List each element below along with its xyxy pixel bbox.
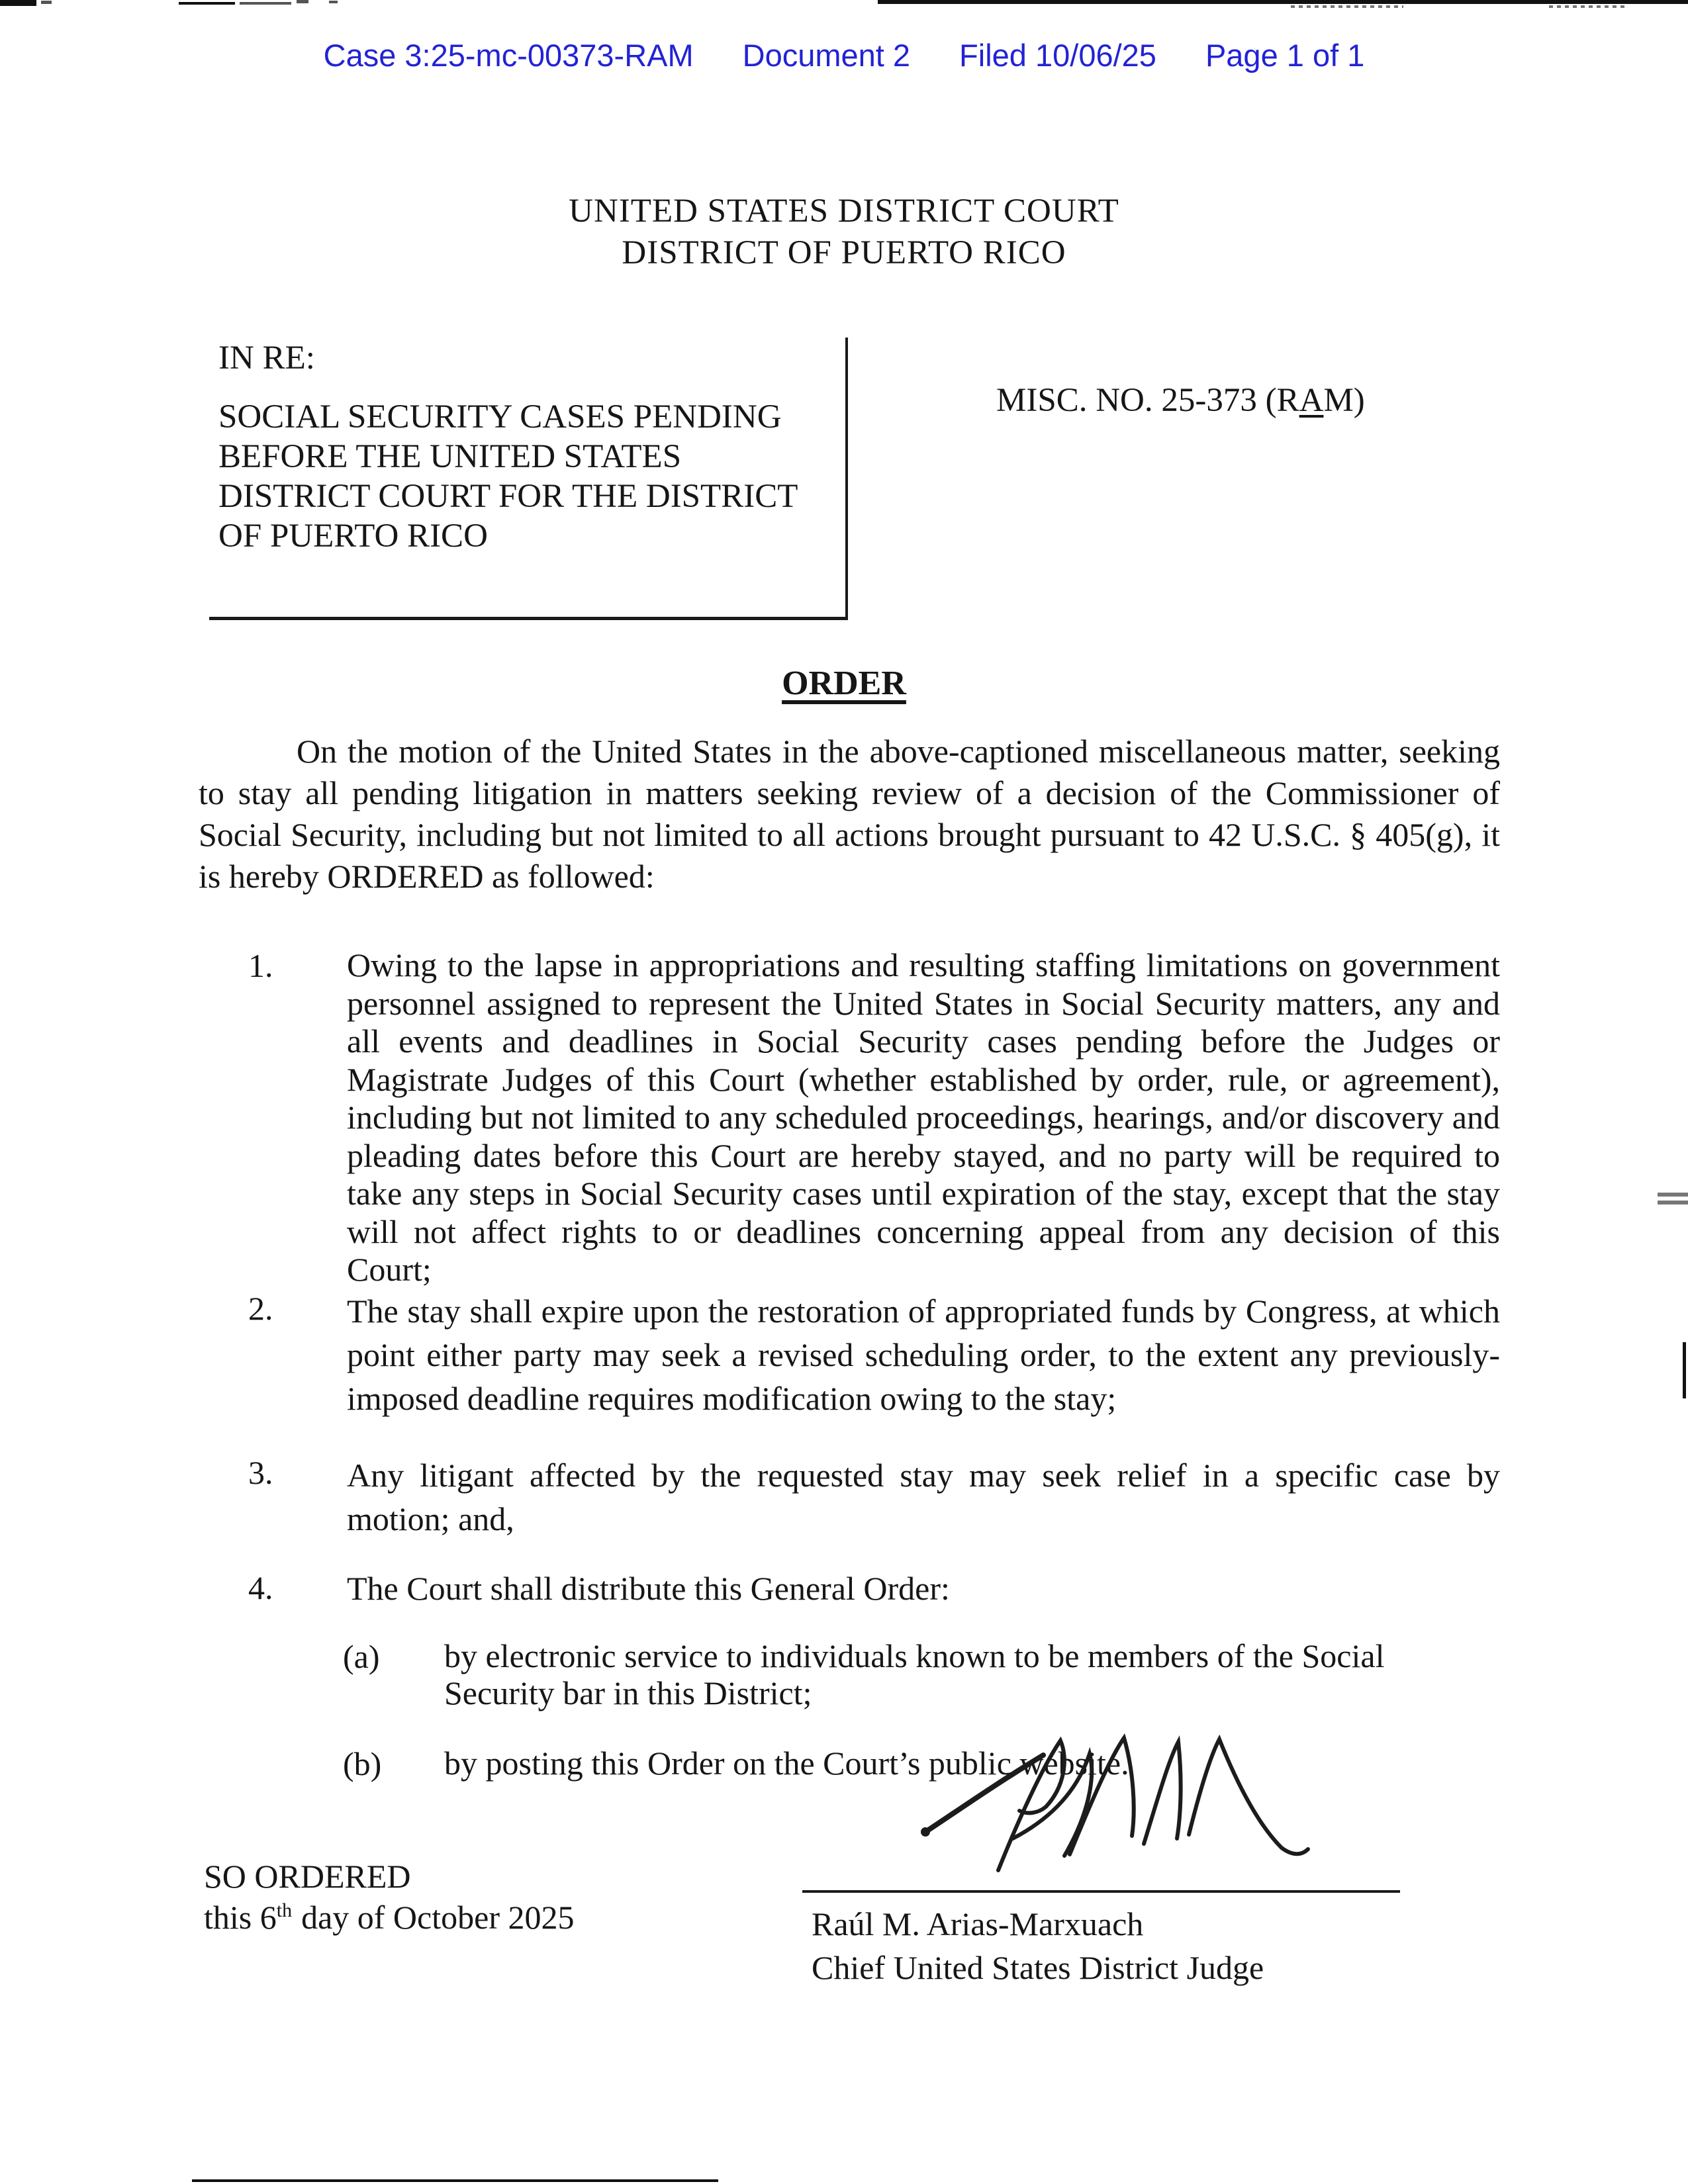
item-text: Owing to the lapse in appropriations and resulting staffing limitations on government personnel assigned to represent the United States in Social Security matters, any and all events and deadlines in Social Security cases pending before the Judges or Magistrate Judges of this Court (whether established by order, rule, or agreement), including but not limited to any scheduled proceedings, hearings, and/or discovery and pleading dates before this Court are hereby stayed, and no party will be required to take any steps in Social Security cases until expiration of the stay, except that the stay will not affect rights to or deadlines concerning appeal from any decision of this Court; xyxy=(347,946,1500,1288)
order-date-text: this 6 xyxy=(204,1899,277,1936)
misc-case-number xyxy=(996,381,1365,420)
item-number: 1. xyxy=(248,947,273,984)
order-item-2 xyxy=(248,1289,1500,1420)
ecf-page-number: Page 1 of 1 xyxy=(1205,38,1365,73)
case-caption-box xyxy=(209,338,848,620)
scan-artifact xyxy=(192,2179,718,2182)
scan-artifact xyxy=(240,2,291,5)
item-number: 2. xyxy=(248,1290,273,1327)
item-number: 3. xyxy=(248,1454,273,1491)
scan-artifact xyxy=(1658,1193,1688,1205)
item-text: The stay shall expire upon the restoration of appropriated funds by Congress, at which point either party may seek a revised scheduling order, to the extent any previously-imposed deadline requires modification owing to the stay; xyxy=(347,1293,1500,1417)
subitem-text: by posting this Order on the Court’s public website. xyxy=(444,1745,1129,1782)
order-date xyxy=(204,1898,574,1936)
caption-party xyxy=(218,397,798,556)
scan-artifact xyxy=(297,0,308,3)
subitem-letter: (b) xyxy=(343,1745,382,1782)
in-re-label: IN RE: xyxy=(218,340,315,377)
item-number: 4. xyxy=(248,1569,273,1606)
judge-signature xyxy=(914,1718,1311,1890)
court-district: DISTRICT OF PUERTO RICO xyxy=(622,234,1066,271)
court-name: UNITED STATES DISTRICT COURT xyxy=(569,193,1119,230)
ecf-document-number: Document 2 xyxy=(742,38,911,73)
scan-artifact xyxy=(0,0,36,6)
order-item-1 xyxy=(248,946,1500,1289)
order-item-4 xyxy=(248,1569,1500,1608)
subitem-letter: (a) xyxy=(343,1638,380,1675)
judge-name: Raúl M. Arias-Marxuach xyxy=(812,1905,1144,1942)
caption-party-line: BEFORE THE UNITED STATES xyxy=(218,438,682,475)
order-title xyxy=(0,664,1688,703)
order-title-text: ORDER xyxy=(782,664,906,702)
ecf-case-number: Case 3:25-mc-00373-RAM xyxy=(323,38,694,73)
scan-artifact xyxy=(1291,5,1403,8)
judge-title: Chief United States District Judge xyxy=(812,1949,1264,1986)
ecf-header-stamp xyxy=(0,37,1688,73)
order-date-text: day of October 2025 xyxy=(301,1899,575,1936)
subitem-text: by electronic service to individuals known to be members of the Social Security bar in this District; xyxy=(444,1637,1385,1711)
caption-party-line: OF PUERTO RICO xyxy=(218,518,488,555)
order-date-ordinal: th xyxy=(276,1899,293,1922)
item-text: The Court shall distribute this General Order: xyxy=(347,1570,950,1607)
so-ordered-label: SO ORDERED xyxy=(204,1858,411,1895)
ecf-filed-date: Filed 10/06/25 xyxy=(959,38,1156,73)
scan-artifact xyxy=(878,0,1688,4)
scan-artifact xyxy=(329,1,338,3)
scan-artifact xyxy=(1549,5,1628,8)
misc-number-text: MISC. NO. 25-373 (R xyxy=(996,382,1299,419)
misc-number-underlined: A xyxy=(1299,382,1324,419)
scan-artifact xyxy=(41,1,52,4)
caption-party-line: SOCIAL SECURITY CASES PENDING xyxy=(218,398,782,435)
scan-artifact xyxy=(1683,1342,1686,1398)
order-subitem-a xyxy=(343,1637,1424,1711)
order-intro-paragraph: On the motion of the United States in the above-captioned miscellaneous matter, seeking to stay all pending litigation in matters seeking review of a decision of the Commissioner of Social Security, including but not limited to all actions brought pursuant to 42 U.S.C. § 405(g), it is hereby ORDERED as followed: xyxy=(199,733,1500,895)
order-item-3 xyxy=(248,1453,1500,1541)
court-heading xyxy=(0,191,1688,274)
misc-number-text: M) xyxy=(1323,382,1365,419)
signature-line xyxy=(802,1890,1400,1893)
item-text: Any litigant affected by the requested stay may seek relief in a specific case by motion; and, xyxy=(347,1457,1500,1537)
caption-party-line: DISTRICT COURT FOR THE DISTRICT xyxy=(218,478,798,515)
scan-artifact xyxy=(179,2,235,5)
